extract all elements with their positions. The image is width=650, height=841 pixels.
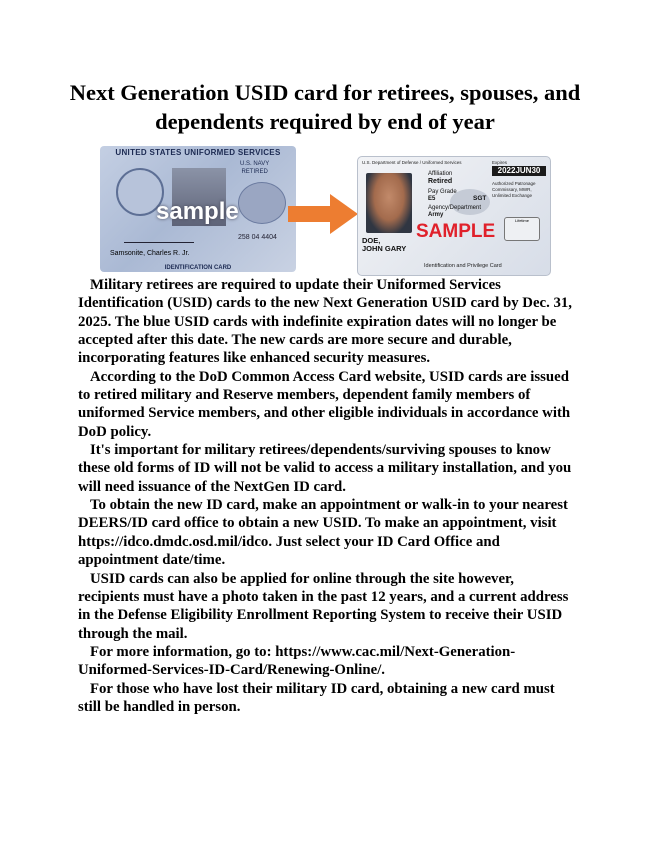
old-card-watermark: sample — [156, 198, 239, 225]
new-card-expires-label: Expires — [492, 160, 508, 165]
new-card-agency — [428, 205, 481, 219]
new-card-watermark: SAMPLE — [416, 221, 496, 242]
paragraph: To obtain the new ID card, make an appointment or walk-in to your nearest DEERS/ID card office to obtain a new USID. To make an appointment, visit https://idco.dmdc.osd.mil/idco. Just select your ID Card Office and appointment date/time. — [78, 497, 568, 569]
old-card-status: RETIRED — [241, 169, 268, 175]
article-body — [78, 276, 578, 716]
affiliation-value: Retired — [428, 178, 453, 185]
paragraph: According to the DoD Common Access Card website, USID cards are issued to retired military and Reserve members, dependent family members of uniformed Service members, and other eligible individuals in accordance with DoD policy. — [78, 368, 571, 440]
new-card-authorized — [492, 181, 546, 199]
old-card-signature — [124, 234, 194, 243]
old-card-header: UNITED STATES UNIFORMED SERVICES — [115, 148, 281, 157]
new-card-name — [362, 237, 406, 253]
emblem-text: Lifetime — [514, 218, 529, 223]
agency-value: Army — [428, 212, 444, 218]
affiliation-label: Affiliation — [428, 171, 453, 177]
new-card-footer: Identification and Privilege Card — [424, 263, 502, 269]
new-card-pay-grade — [428, 189, 457, 203]
pay-grade-label: Pay Grade — [428, 189, 457, 195]
id-card-comparison-figure — [0, 146, 650, 274]
paragraph: It's important for military retirees/dependents/surviving spouses to know these old forms of ID will not be valid to access a military installation, and you will need issuance of the NextGen ID card. — [78, 442, 572, 495]
article-title: Next Generation USID card for retirees, spouses, and dependents required by end of year — [69, 80, 581, 134]
agency-label: Agency/Department — [428, 205, 482, 211]
paragraph: Military retirees are required to update their Uniformed Services Identification (USID) cards to the new Next Generation USID card by Dec. 31, 2025. The blue USID cards with indefinite expiration dates will no longer be accepted after this date. The new cards are more secure and durable, incorporating features like enhanced security measures. — [78, 277, 573, 367]
old-card-branch-name: U.S. NAVY — [240, 161, 270, 167]
right-arrow-icon — [288, 194, 358, 234]
old-card-footer: IDENTIFICATION CARD — [164, 265, 232, 271]
new-card-photo — [366, 173, 412, 233]
old-usid-card — [100, 146, 296, 272]
old-card-branch — [240, 160, 269, 176]
new-card-department: U.S. Department of Defense / Uniformed Services — [362, 160, 462, 165]
old-card-number: 258 04 4404 — [238, 234, 277, 241]
authorized-label: Authorized Patronage — [492, 181, 536, 186]
new-card-rank: SGT — [473, 195, 487, 202]
navy-emblem-icon — [238, 182, 286, 224]
paragraph: For more information, go to: https://www.cac.mil/Next-Generation-Uniformed-Services-ID-Card/Renewing-Online/. — [78, 643, 516, 679]
pay-grade-value: E5 — [428, 196, 436, 202]
old-card-name: Samsonite, Charles R. Jr. — [110, 250, 190, 257]
lifetime-emblem-icon — [504, 217, 540, 241]
next-gen-usid-card — [357, 156, 551, 276]
new-card-affiliation — [428, 171, 452, 186]
given-name: JOHN GARY — [362, 244, 407, 253]
surname: DOE, — [362, 236, 381, 245]
paragraph: USID cards can also be applied for online through the site however, recipients must have a photo taken in the past 12 years, and a current address in the Defense Eligibility Enrollment Reporting System to receive their USID through the mail. — [78, 570, 569, 642]
authorized-value: Commissary, MWR, Unlimited Exchange — [492, 187, 533, 198]
paragraph: For those who have lost their military ID card, obtaining a new card must still be handled in person. — [78, 680, 555, 715]
new-card-expiration: 2022JUN30 — [492, 166, 546, 176]
